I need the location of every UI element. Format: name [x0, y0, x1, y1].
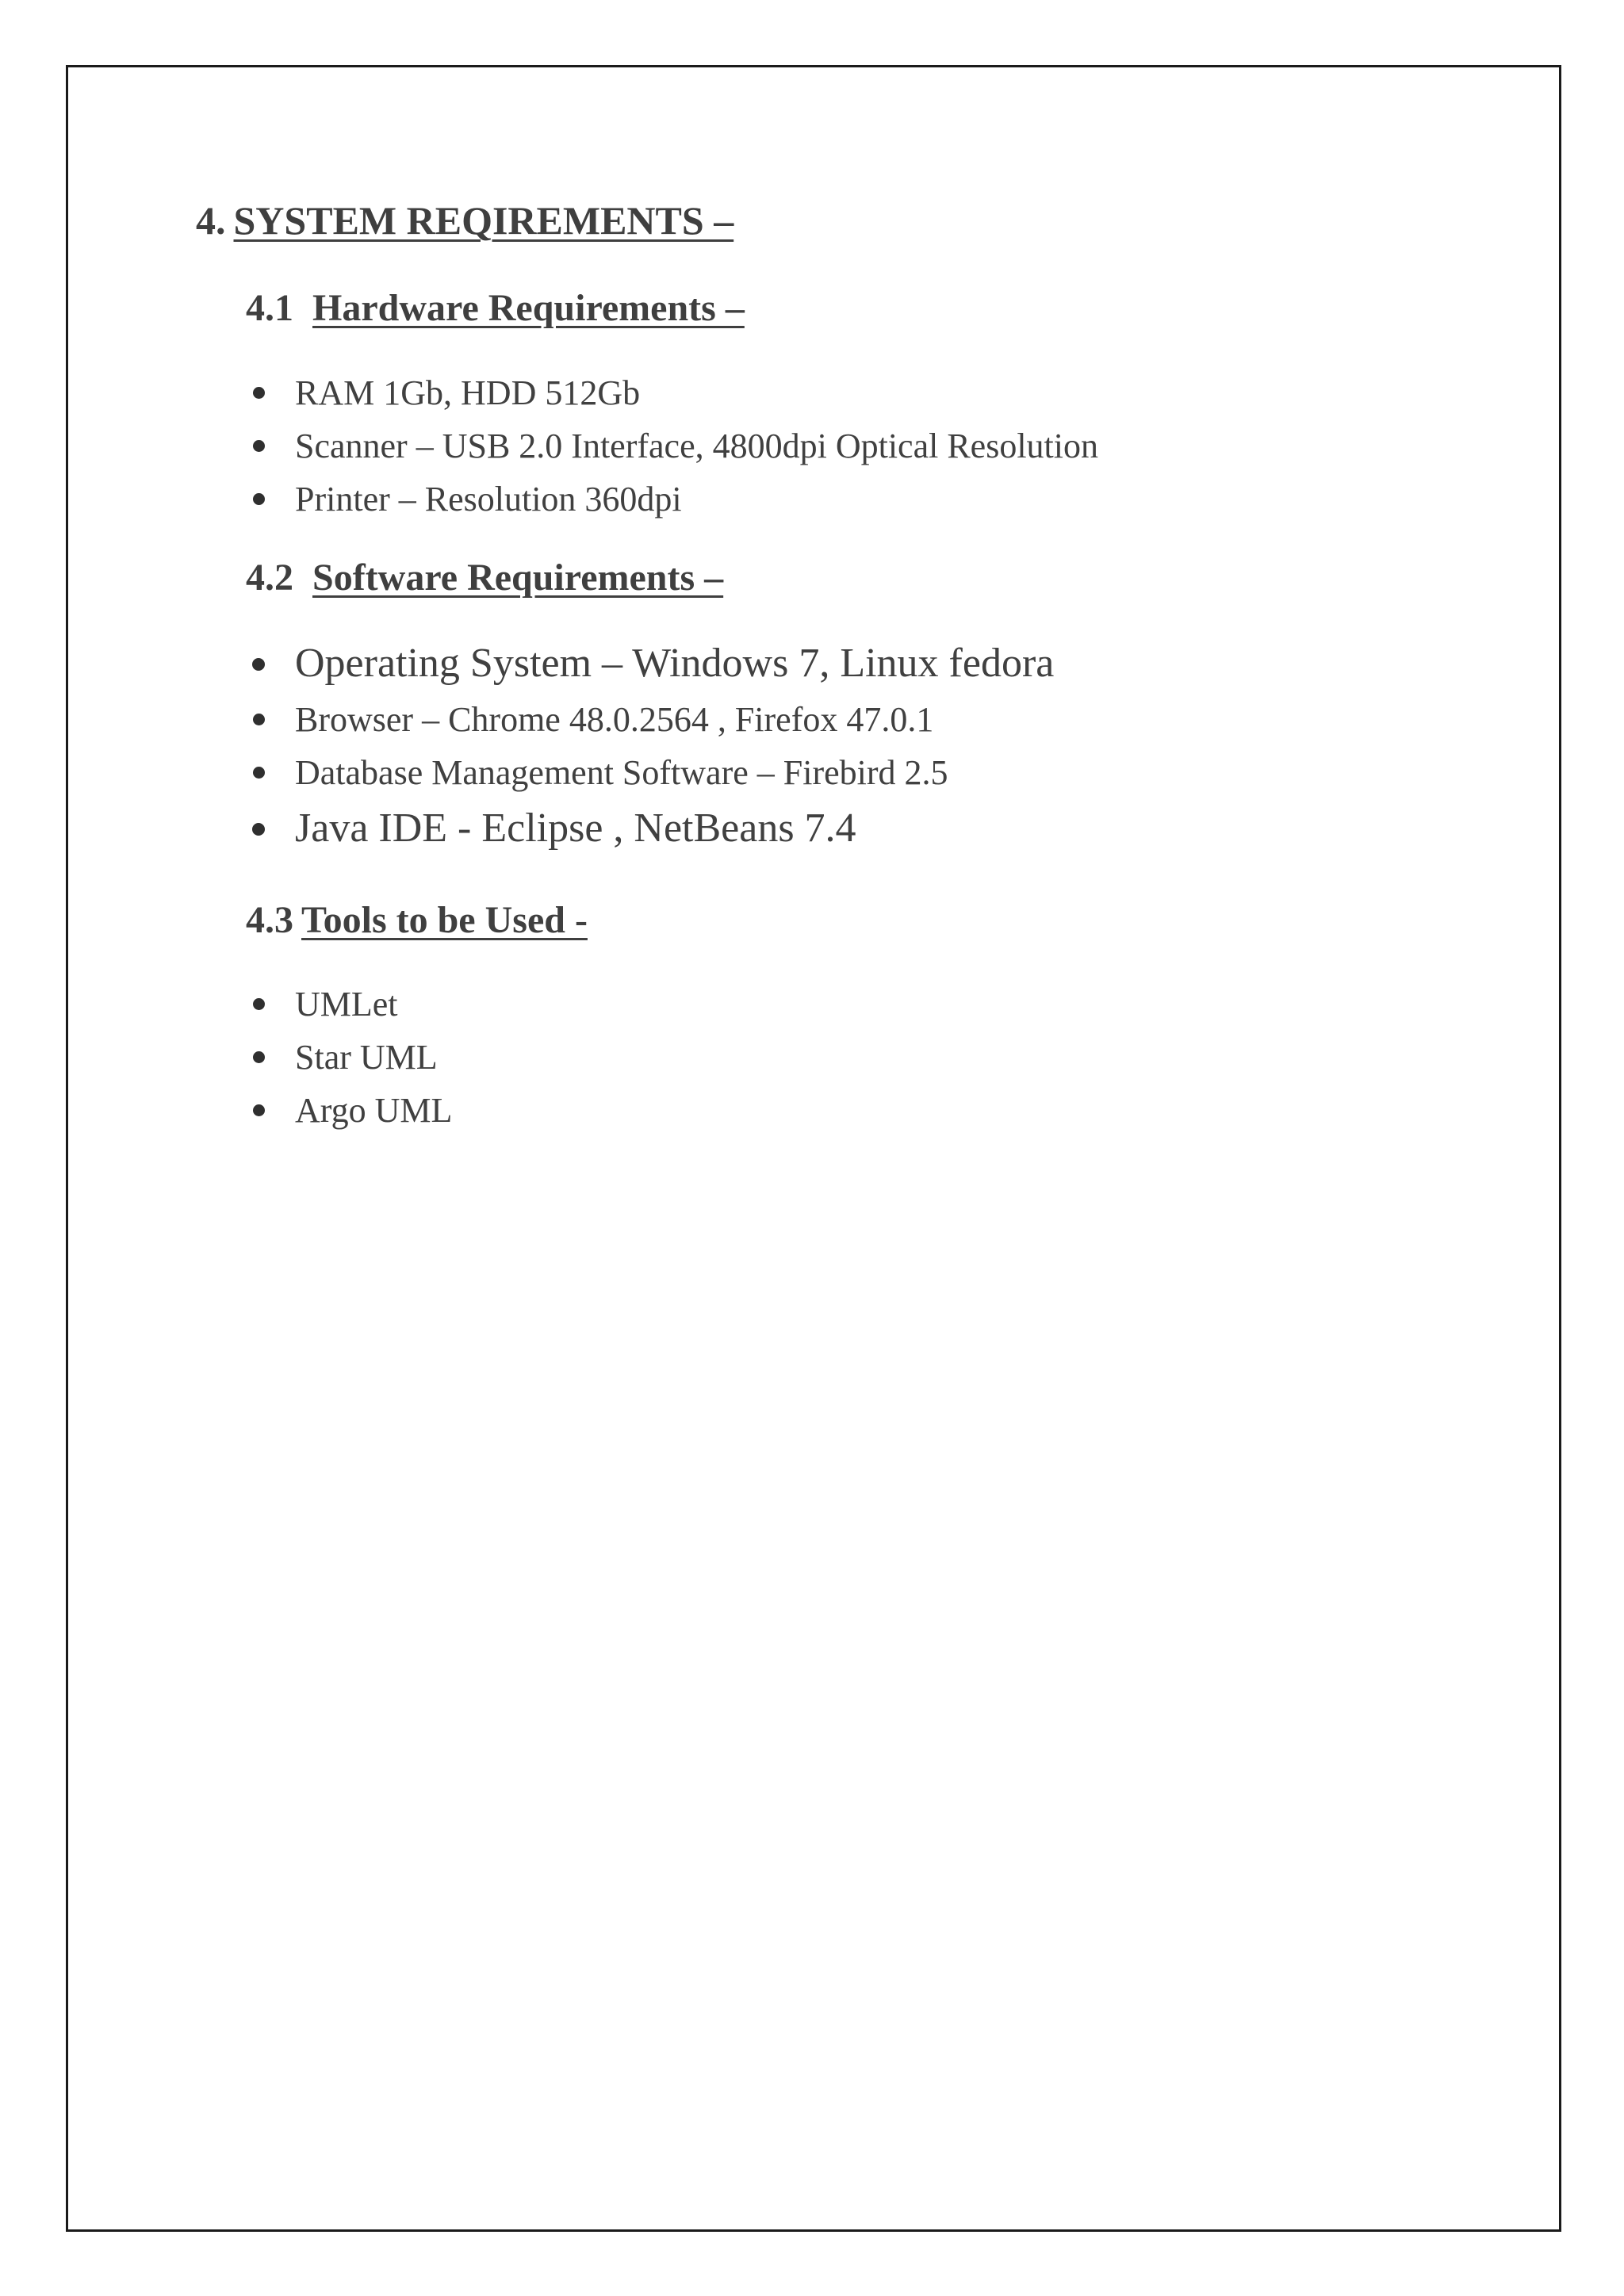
list-item-text: Java IDE - Eclipse , NetBeans 7.4 [295, 806, 856, 851]
bullet-icon [252, 658, 265, 671]
software-heading [246, 555, 723, 601]
list-item [246, 634, 1054, 693]
list-item-text: RAM 1Gb, HDD 512Gb [295, 373, 641, 412]
list-item [246, 978, 452, 1031]
bullet-icon [253, 493, 265, 505]
list-item-text: UMLet [295, 985, 398, 1024]
list-item [246, 473, 1098, 526]
list-item [246, 419, 1098, 473]
list-item-text: Scanner – USB 2.0 Interface, 4800dpi Optical Resolution [295, 427, 1099, 465]
tools-title: Tools to be Used - [301, 899, 588, 941]
software-title: Software Requirements – [312, 557, 724, 599]
bullet-icon [253, 1051, 265, 1063]
list-item-text: Printer – Resolution 360dpi [295, 480, 682, 519]
list-item-text: Star UML [295, 1038, 438, 1077]
tools-number: 4.3 [246, 899, 293, 941]
list-item [246, 693, 1054, 746]
list-item-text: Browser – Chrome 48.0.2564 , Firefox 47.0.1 [295, 700, 934, 739]
list-item [246, 366, 1098, 419]
tools-heading [246, 897, 588, 943]
bullet-icon [253, 767, 265, 779]
section-title: SYSTEM REQIREMENTS – [233, 198, 734, 243]
section-heading [196, 197, 733, 244]
tools-list [246, 978, 452, 1137]
bullet-icon [253, 714, 265, 725]
hardware-title: Hardware Requirements – [312, 287, 745, 329]
list-item [246, 799, 1054, 858]
list-item-text: Operating System – Windows 7, Linux fedora [295, 641, 1055, 686]
section-number: 4. [196, 198, 226, 243]
hardware-number: 4.1 [246, 287, 293, 329]
list-item [246, 1031, 452, 1084]
list-item-text: Argo UML [295, 1091, 453, 1130]
software-list [246, 634, 1054, 858]
bullet-icon [253, 387, 265, 399]
list-item [246, 1084, 452, 1137]
hardware-heading [246, 285, 745, 331]
bullet-icon [253, 998, 265, 1010]
bullet-icon [253, 1104, 265, 1116]
hardware-list [246, 366, 1098, 526]
bullet-icon [252, 823, 265, 836]
software-number: 4.2 [246, 557, 293, 599]
list-item [246, 746, 1054, 799]
bullet-icon [253, 440, 265, 452]
list-item-text: Database Management Software – Firebird 2.5 [295, 753, 948, 792]
